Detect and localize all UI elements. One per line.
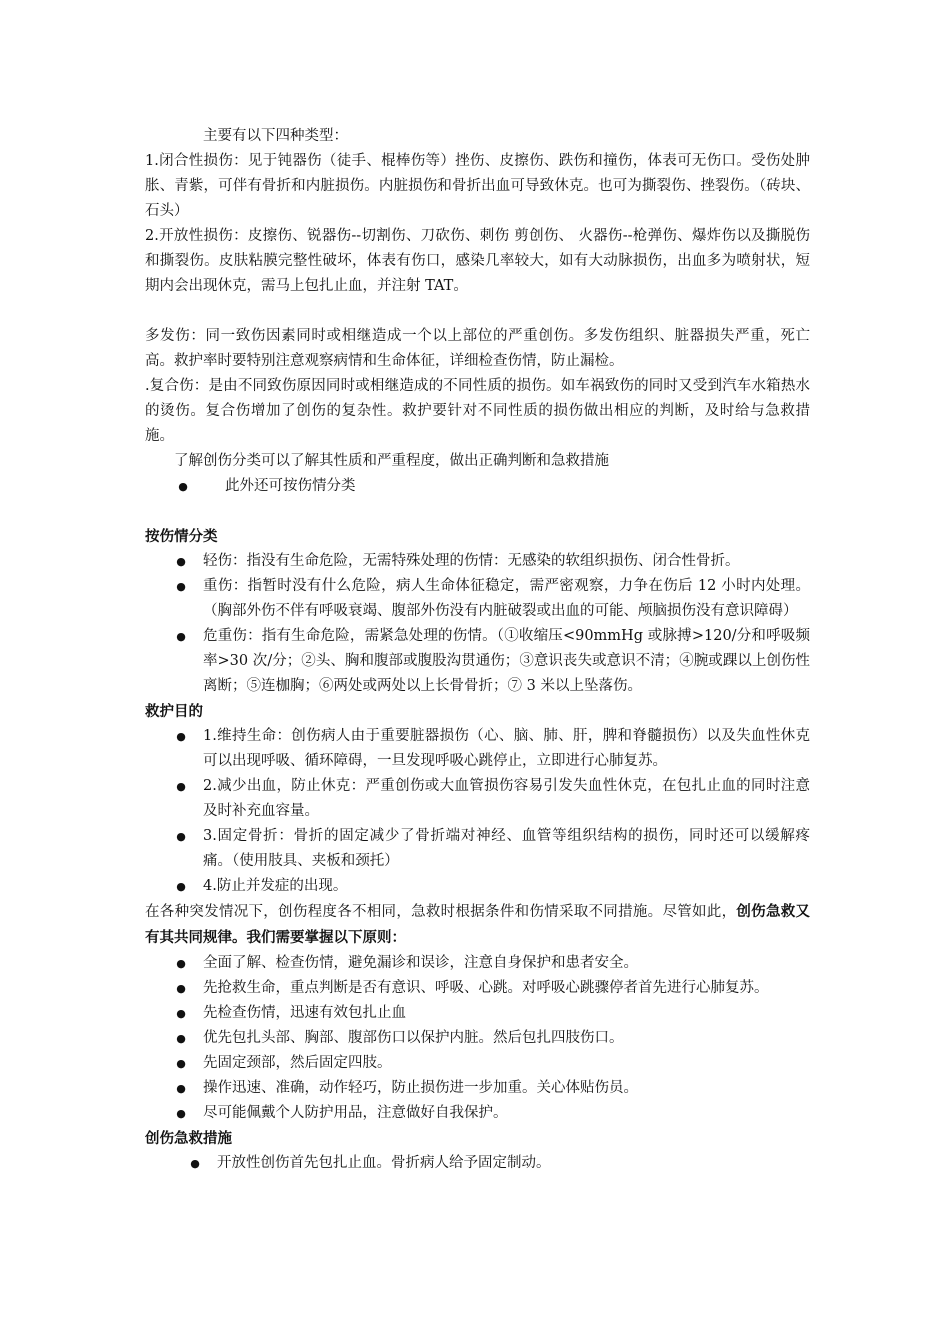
bullet-icon: ● <box>176 630 186 643</box>
list-item-text: 全面了解、检查伤情，避免漏诊和误诊，注意自身保护和患者安全。 <box>203 955 638 971</box>
list-item-text: 先固定颈部，然后固定四肢。 <box>203 1055 392 1071</box>
extra-list <box>145 474 810 499</box>
spacer <box>145 299 810 324</box>
bullet-icon: ● <box>176 1082 186 1095</box>
bullet-icon: ● <box>176 1057 186 1070</box>
list-item-text: 2.减少出血，防止休克：严重创伤或大血管损伤容易引发失血性休克，在包扎止血的同时注意及时补充血容量。 <box>203 778 810 819</box>
bullet-icon: ● <box>178 480 188 493</box>
list-item-text: 重伤：指暂时没有什么危险，病人生命体征稳定，需严密观察，力争在伤后 12 小时内处理。（胸部外伤不伴有呼吸衰竭、腹部外伤没有内脏破裂或出血的可能、颅脑损伤没有意识障碍） <box>203 578 810 619</box>
list-item <box>145 1051 810 1076</box>
bullet-icon: ● <box>176 1107 186 1120</box>
spacer <box>145 499 810 524</box>
list-item <box>145 1001 810 1026</box>
bullet-icon: ● <box>176 1007 186 1020</box>
measures-list <box>145 1151 810 1176</box>
list-item-text: 此外还可按伤情分类 <box>225 478 356 494</box>
list-item <box>145 1101 810 1126</box>
list-item-text: 先检查伤情，迅速有效包扎止血 <box>203 1005 406 1021</box>
list-item <box>145 951 810 976</box>
list-item-text: 轻伤：指没有生命危险，无需特殊处理的伤情：无感染的软组织损伤、闭合性骨折。 <box>203 553 740 569</box>
list-item-text: 尽可能佩戴个人防护用品，注意做好自我保护。 <box>203 1105 508 1121</box>
list-item <box>145 474 810 499</box>
list-item <box>145 1076 810 1101</box>
closed-injury-paragraph: 1.闭合性损伤：见于钝器伤（徒手、棍棒伤等）挫伤、皮擦伤、跌伤和撞伤，体表可无伤口。受伤处肿胀、青紫，可伴有骨折和内脏损伤。内脏损伤和骨折出血可导致休克。也可为撕裂伤、挫裂伤。（砖块、石头） <box>145 153 810 219</box>
document-page <box>145 124 810 1176</box>
bullet-icon: ● <box>176 1032 186 1045</box>
list-item <box>145 574 810 624</box>
principles-lead-text: 在各种突发情况下，创伤程度各不相同，急救时根据条件和伤情采取不同措施。尽管如此， <box>145 904 737 920</box>
list-item <box>145 1151 810 1176</box>
bullet-icon: ● <box>176 982 186 995</box>
bullet-icon: ● <box>176 580 186 593</box>
purpose-heading: 救护目的 <box>145 703 203 720</box>
bullet-icon: ● <box>176 880 186 893</box>
list-item-text: 先抢救生命，重点判断是否有意识、呼吸、心跳。对呼吸心跳骤停者首先进行心肺复苏。 <box>203 980 769 996</box>
list-item-text: 危重伤：指有生命危险，需紧急处理的伤情。（①收缩压<90mmHg 或脉搏>120/分和呼吸频率>30 次/分；②头、胸和腹部或腹股沟贯通伤；③意识丧失或意识不清；④腕或踝以上创伤性离断；⑤连枷胸；⑥两处或两处以上长骨骨折；⑦ 3 米以上坠落伤。 <box>203 628 810 694</box>
principles-lead <box>145 899 810 951</box>
bullet-icon: ● <box>190 1157 200 1170</box>
severity-list <box>145 549 810 699</box>
purpose-list <box>145 724 810 899</box>
list-item <box>145 1026 810 1051</box>
bullet-icon: ● <box>176 730 186 743</box>
principles-list <box>145 951 810 1126</box>
list-item <box>145 824 810 874</box>
list-item <box>145 976 810 1001</box>
bullet-icon: ● <box>176 555 186 568</box>
bullet-icon: ● <box>176 780 186 793</box>
list-item-text: 操作迅速、准确，动作轻巧，防止损伤进一步加重。关心体贴伤员。 <box>203 1080 638 1096</box>
list-item <box>145 549 810 574</box>
types-heading: 主要有以下四种类型： <box>203 128 348 144</box>
list-item-text: 开放性创伤首先包扎止血。骨折病人给予固定制动。 <box>217 1155 551 1171</box>
compound-injury-paragraph: .复合伤：是由不同致伤原因同时或相继造成的不同性质的损伤。如车祸致伤的同时又受到汽车水箱热水的烫伤。复合伤增加了创伤的复杂性。救护要针对不同性质的损伤做出相应的判断，及时给与急救措施。 <box>145 378 810 444</box>
list-item-text: 1.维持生命：创伤病人由于重要脏器损伤（心、脑、肺、肝，脾和脊髓损伤）以及失血性休克可以出现呼吸、循环障碍，一旦发现呼吸心跳停止，立即进行心肺复苏。 <box>203 728 810 769</box>
bullet-icon: ● <box>176 830 186 843</box>
list-item-text: 优先包扎头部、胸部、腹部伤口以保护内脏。然后包扎四肢伤口。 <box>203 1030 624 1046</box>
severity-heading: 按伤情分类 <box>145 528 218 545</box>
summary-paragraph: 了解创伤分类可以了解其性质和严重程度，做出正确判断和急救措施 <box>174 453 609 469</box>
measures-heading: 创伤急救措施 <box>145 1130 232 1147</box>
list-item <box>145 624 810 699</box>
principles-lead-emphasis: 创伤急救又有其共同规律。我们需要掌握以下原则： <box>145 903 811 946</box>
list-item <box>145 724 810 774</box>
open-injury-paragraph: 2.开放性损伤：皮擦伤、锐器伤--切割伤、刀砍伤、刺伤 剪创伤、 火器伤--枪弹伤、爆炸伤以及撕脱伤和撕裂伤。皮肤粘膜完整性破坏，体表有伤口，感染几率较大，如有大动脉损伤，出血多为喷射状，短期内会出现休克，需马上包扎止血，并注射 TAT。 <box>145 228 810 294</box>
list-item <box>145 774 810 824</box>
multiple-injury-paragraph: 多发伤：同一致伤因素同时或相继造成一个以上部位的严重创伤。多发伤组织、脏器损失严重，死亡高。救护率时要特别注意观察病情和生命体征，详细检查伤情，防止漏检。 <box>145 328 810 369</box>
bullet-icon: ● <box>176 957 186 970</box>
list-item-text: 4.防止并发症的出现。 <box>203 878 348 894</box>
list-item <box>145 874 810 899</box>
list-item-text: 3.固定骨折：骨折的固定减少了骨折端对神经、血管等组织结构的损伤，同时还可以缓解疼痛。（使用肢具、夹板和颈托） <box>203 828 810 869</box>
